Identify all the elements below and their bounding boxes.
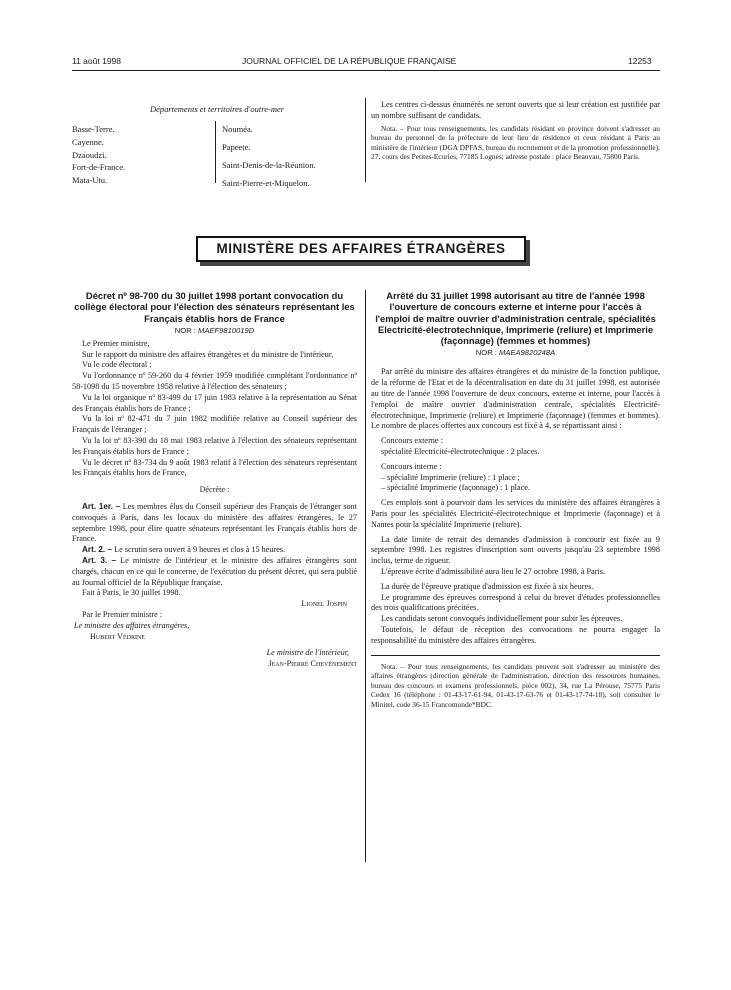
signature-jospin: Lionel Jospin (301, 599, 347, 609)
header-rule (72, 70, 660, 71)
top-right-block (371, 100, 660, 162)
arrete-column (371, 290, 660, 710)
arrete-title: Arrêté du 31 juillet 1998 autorisant au titre de l'année 1998 l'ouverture de concours externe et interne pour l'accès à l'emploi de maître ouvrier d'administration centrale, spécialités Electricité-électrotechnique, Imprimerie (reliure) et Imprimerie (façonnage) (femmes et hommes) (375, 290, 656, 347)
territory-item: Saint-Denis-de-la-Réunion. (222, 160, 316, 170)
territories-title: Départements et territoires d'outre-mer (149, 104, 285, 114)
decree-paragraph: Vu la loi nº 82-471 du 7 juin 1982 modifiée relative au Conseil supérieur des Français de l'étranger ; (72, 414, 357, 435)
decree-paragraph: Sur le rapport du ministre des affaires étrangères et du ministre de l'intérieur, (82, 349, 334, 359)
article-2 (72, 545, 357, 556)
concours-interne-item: – spécialité Imprimerie (reliure) : 1 place ; (381, 472, 520, 482)
arrete-paragraph: La date limite de retrait des demandes d'admission à concourir est fixée au 9 septembre 1998. Les registres d'inscription sont ouverts jusqu'au 23 septembre 1998 inclus, terme de rigueur. (371, 534, 660, 566)
territories-left-list (72, 123, 212, 187)
minister-foreign-affairs: Le ministre des affaires étrangères, (74, 620, 190, 630)
header-journal: JOURNAL OFFICIEL DE LA RÉPUBLIQUE FRANÇAISE (242, 56, 457, 66)
column-divider-top (365, 98, 366, 182)
nota-paragraph: Nota. – Pour tous renseignements, les candidats résidant en province doivent s'adresser au bureau du personnel de la préfecture de leur lieu de résidence et ceux résidant à Paris au ministère de l'intérieur (DGA DPFAS, bureau du recrutement et de la promotion professionnelle), 27, cours des Petites-Ecuries, 77185 Lognes; adresse postale : place Beauvau, 75800 Paris. (371, 123, 660, 162)
article-3 (72, 556, 357, 588)
nota-paragraph: Nota. – Pour tous renseignements, les candidats peuvent soit s'adresser au ministère des affaires étrangères (direction générale de l'administration, direction des ressources humaines, bureau des concours et examens professionnels, pièce 002), 34, rue La Pérouse, 75775 Paris Cedex 16 (téléphone : 01-43-17-61-94, 01-43-17-63-76 et 01-43-17-74-18), soit consulter le Minitel, code 36-15 Francomonde*BDC. (371, 661, 660, 709)
article-2-label: Art. 2. – (82, 545, 113, 555)
decree-paragraph: Le Premier ministre, (82, 338, 150, 348)
territory-item: Dzaoudzi. (72, 149, 107, 160)
header-page-number: 12253 (628, 56, 652, 66)
decree-paragraph: Vu le décret nº 83-734 du 9 août 1983 relatif à l'élection des sénateurs représentant les Français établis hors de France, (72, 457, 357, 478)
decree-paragraph: Vu la loi nº 83-390 du 18 mai 1983 relative à l'élection des sénateurs représentant les Français établis hors de France ; (72, 436, 357, 456)
nor-code: MAEF9810019D (198, 325, 255, 335)
column-divider-main (365, 290, 366, 862)
arrete-nor (371, 348, 660, 357)
decree-column (72, 290, 357, 670)
arrete-paragraph: Les candidats seront convoqués individuellement pour subir les épreuves. (381, 614, 623, 624)
arrete-paragraph: L'épreuve écrite d'admissibilité aura lieu le 27 octobre 1998, à Paris. (381, 567, 605, 577)
territory-item: Basse-Terre. (72, 124, 115, 134)
territory-item: Fort-de-France. (72, 162, 126, 173)
nor-label: NOR : (475, 348, 497, 358)
concours-interne-label: Concours interne : (381, 461, 442, 471)
arrete-paragraph: La durée de l'épreuve pratique d'admission est fixée à six heures. (381, 581, 594, 591)
arrete-paragraph: Le programme des épreuves correspond à celui du brevet d'études professionnelles des trois qualifications précitées. (371, 592, 660, 613)
article-2-text: Le scrutin sera ouvert à 9 heures et clos à 15 heures. (114, 545, 286, 555)
article-1-text: Les membres élus du Conseil supérieur des Français de l'étranger sont convoqués à Paris, dans les locaux du ministère des affaires étrangères, le 27 septembre 1998, pour élire quatre sénateurs représentant les Français établis hors de France. (72, 502, 357, 544)
article-3-text: Le ministre de l'intérieur et le ministre des affaires étrangères sont chargés, chacun en ce qui le concerne, de l'exécution du présent décret, qui sera publié au Journal officiel de la République française. (72, 556, 357, 587)
ministry-banner: MINISTÈRE DES AFFAIRES ÉTRANGÈRES (196, 236, 526, 262)
territory-item: Saint-Pierre-et-Miquelon. (222, 178, 310, 188)
article-1-label: Art. 1er. – (82, 502, 121, 512)
article-1 (72, 502, 357, 545)
arrete-paragraph: Toutefois, le défaut de réception des convocations ne pourra engager la responsabilité du ministère des affaires étrangères. (371, 625, 660, 645)
nor-code: MAEA9820248A (499, 348, 556, 358)
territory-item: Papeete. (222, 142, 251, 152)
decree-paragraph: Vu le code électoral ; (82, 360, 152, 370)
arrete-paragraph: Par arrêté du ministre des affaires étrangères et du ministre de la fonction publique, de la réforme de l'Etat et de la décentralisation en date du 31 juillet 1998, est autorisée au titre de l'année 1998 l'ouverture de deux concours, externe et interne, pour l'accès à l'emploi de maître ouvrier d'administration centrale, spécialités Electricité-électrotechnique, Imprimerie (reliure) et Imprimerie (façonnage) (femmes et hommes). Le nombre de places offertes aux concours est fixé à 4, se répartissant ainsi : (371, 367, 660, 431)
arrete-paragraph: Ces emplois sont à pourvoir dans les services du ministère des affaires étrangères à Paris pour les spécialités Electricité-électrotechnique et Imprimerie (façonnage) et à Nantes pour la spécialité Imprimerie (reliure). (371, 498, 660, 529)
article-3-label: Art. 3. – (82, 556, 117, 566)
decree-paragraph: Vu la loi organique nº 83-499 du 17 juin 1983 relative à la représentation au Sénat des Français établis hors de France ; (72, 392, 357, 413)
territory-item: Cayenne. (72, 136, 104, 147)
nota-rule (371, 655, 660, 656)
decrete-heading: Décrète : (199, 485, 230, 495)
nor-label: NOR : (174, 325, 196, 335)
header-date: 11 août 1998 (72, 56, 121, 66)
fait-a-paris: Fait à Paris, le 30 juillet 1998. (82, 588, 181, 598)
par-premier-ministre: Par le Premier ministre : (82, 610, 163, 620)
minister-interior: Le ministre de l'intérieur, (266, 648, 349, 658)
signature-chevenement: Jean-Pierre Chevènement (268, 659, 357, 669)
territories-divider (215, 121, 216, 183)
concours-interne-item: – spécialité Imprimerie (façonnage) : 1 place. (381, 483, 530, 493)
centres-paragraph: Les centres ci-dessus énumérés ne seront ouverts que si leur création est justifiée par un nombre suffisant de candidats. (371, 100, 660, 120)
decree-paragraph: Vu l'ordonnance nº 59-260 du 4 février 1959 modifiée complétant l'ordonnance nº 58-1098 du 15 novembre 1958 relative à l'élection des sénateurs ; (72, 371, 357, 392)
signature-vedrine: Hubert Védrine (90, 631, 146, 641)
territory-item: Nouméa. (222, 124, 253, 134)
concours-externe-item: spécialité Electricité-électrotechnique : 2 places. (381, 447, 540, 457)
territories-right-list (222, 120, 372, 192)
territory-item: Mata-Utu. (72, 175, 108, 186)
concours-externe-label: Concours externe : (381, 436, 443, 446)
decree-nor (72, 326, 357, 335)
decree-title: Décret nº 98-700 du 30 juillet 1998 portant convocation du collège électoral pour l'élection des sénateurs représentant les Français établis hors de France (74, 290, 355, 324)
